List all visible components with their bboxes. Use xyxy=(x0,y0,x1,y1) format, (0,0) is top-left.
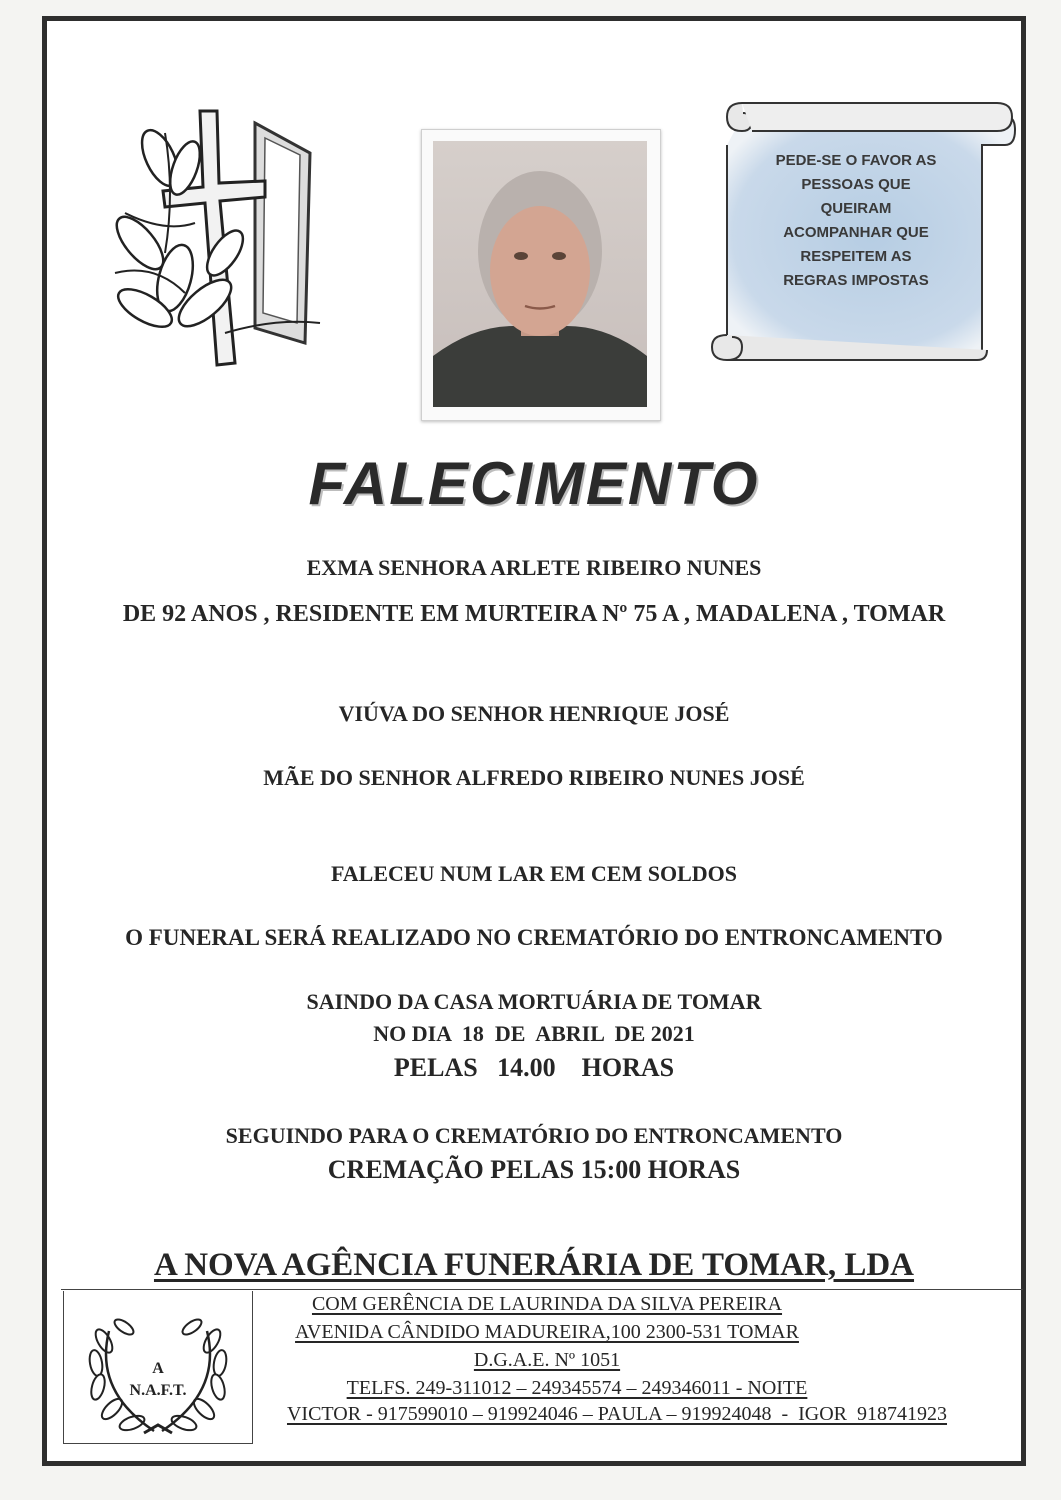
departure-line: SAINDO DA CASA MORTUÁRIA DE TOMAR xyxy=(306,989,762,1014)
date-line: NO DIA 18 DE ABRIL DE 2021 xyxy=(373,1021,695,1046)
dgae-line: D.G.A.E. Nº 1051 xyxy=(473,1349,621,1371)
management-line: COM GERÊNCIA DE LAURINDA DA SILVA PEREIRA xyxy=(311,1293,783,1315)
residence-line: DE 92 ANOS , RESIDENTE EM MURTEIRA Nº 75 A , MADALENA , TOMAR xyxy=(122,601,946,627)
agency-name: A NOVA AGÊNCIA FUNERÁRIA DE TOMAR, LDA xyxy=(153,1247,915,1283)
mother-line: MÃE DO SENHOR ALFREDO RIBEIRO NUNES JOSÉ xyxy=(263,765,805,790)
obituary-notice xyxy=(42,16,1026,1466)
contacts-line: VICTOR - 917599010 – 919924046 – PAULA – 919924048 - IGOR 918741923 xyxy=(286,1403,948,1425)
funeral-line: O FUNERAL SERÁ REALIZADO NO CREMATÓRIO DO ENTRONCAMENTO xyxy=(125,925,943,950)
phones-line: TELFS. 249-311012 – 249345574 – 249346011 - NOITE xyxy=(346,1377,808,1399)
death-place-line: FALECEU NUM LAR EM CEM SOLDOS xyxy=(330,861,737,886)
following-line: SEGUINDO PARA O CREMATÓRIO DO ENTRONCAMENTO xyxy=(225,1123,843,1148)
scroll-notice-text xyxy=(753,149,959,293)
name-line: EXMA SENHORA ARLETE RIBEIRO NUNES xyxy=(306,555,762,580)
logo-text: N.A.F.T. xyxy=(129,1382,187,1399)
address-line: AVENIDA CÂNDIDO MADUREIRA,100 2300-531 TOMAR xyxy=(295,1321,799,1343)
scroll-line: RESPEITEM AS xyxy=(800,248,912,265)
time-line: PELAS 14.00 HORAS xyxy=(393,1053,675,1082)
page-title: FALECIMENTO xyxy=(308,450,760,517)
scroll-line: ACOMPANHAR QUE xyxy=(783,224,929,241)
scroll-line: PEDE-SE O FAVOR AS xyxy=(775,152,937,169)
portrait-person-icon xyxy=(433,141,647,407)
widow-line: VIÚVA DO SENHOR HENRIQUE JOSÉ xyxy=(338,701,730,726)
scroll-line: REGRAS IMPOSTAS xyxy=(783,272,929,289)
footer-divider xyxy=(61,1289,1023,1290)
logo-letter: A xyxy=(152,1360,164,1377)
portrait-photo xyxy=(421,129,661,421)
cross-lily-book-icon xyxy=(105,93,325,368)
scroll-line: PESSOAS QUE xyxy=(801,176,911,193)
scroll-line: QUEIRAM xyxy=(820,200,892,217)
cremation-line: CREMAÇÃO PELAS 15:00 HORAS xyxy=(327,1155,741,1184)
